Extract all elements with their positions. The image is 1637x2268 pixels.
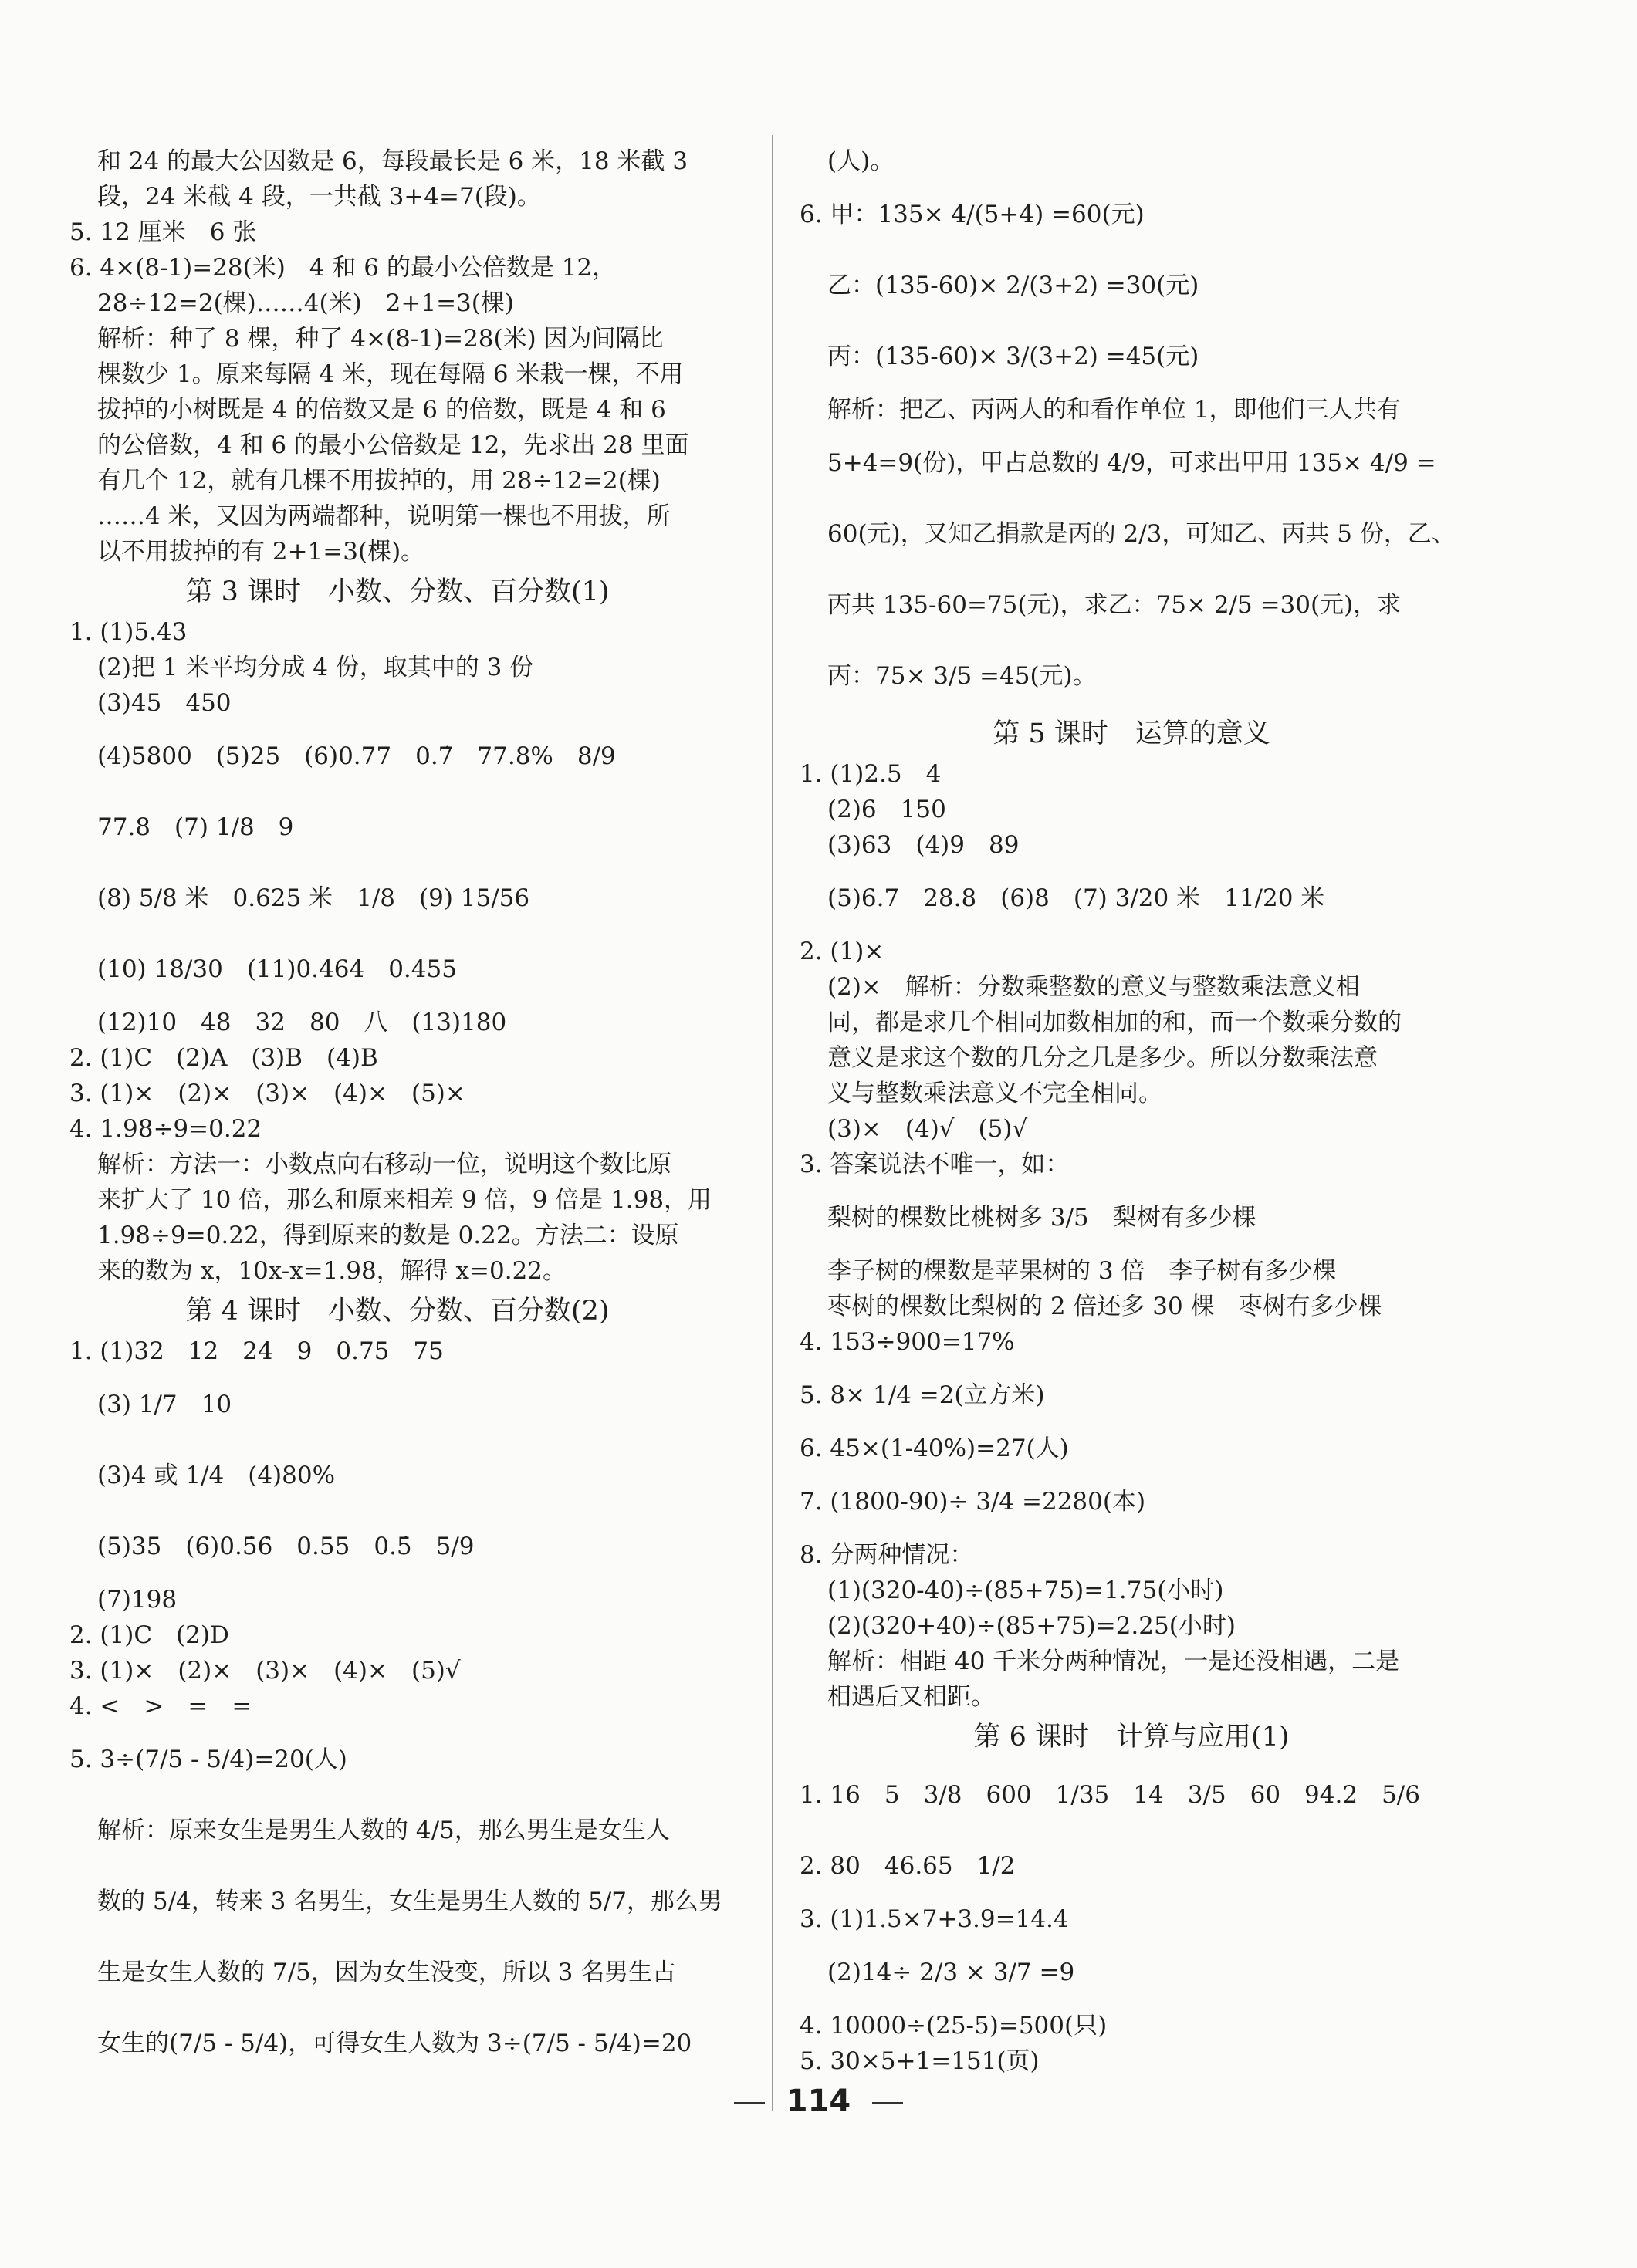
answer-line: 来的数为 x，10x-x=1.98，解得 x=0.22。 — [97, 1257, 567, 1285]
answer-line: 女生的(7/5 - 5/4)，可得女生人数为 3÷(7/5 - 5/4)=20 — [97, 2030, 692, 2057]
answer-line: (3)45 450 — [97, 689, 232, 717]
answer-line: ……4 米，又因为两端都种，说明第一棵也不用拔，所 — [97, 502, 671, 530]
left-column — [69, 144, 725, 2079]
answer-line: 来扩大了 10 倍，那么和原来相差 9 倍，9 倍是 1.98，用 — [97, 1186, 712, 1214]
answer-line: 数的 5/4，转来 3 名男生，女生是男生人数的 5/7，那么男 — [97, 1888, 722, 1915]
question-line: 5. 3÷(7/5 - 5/4)=20(人) — [69, 1746, 347, 1773]
question-line: 6. 甲：135× 4/(5+4) =60(元) — [800, 201, 1145, 228]
question-line: 3. (1)× (2)× (3)× (4)× (5)× — [69, 1080, 465, 1107]
question-line: 1. (1)32 12 24 9 0.75 75 — [69, 1337, 444, 1365]
answer-line: 60(元)，又知乙捐款是丙的 2/3，可知乙、丙共 5 份，乙、 — [827, 520, 1456, 548]
answer-line: 和 24 的最大公因数是 6，每段最长是 6 米，18 米截 3 — [97, 147, 688, 175]
right-column — [800, 144, 1463, 2079]
answer-line: 丙共 135-60=75(元)，求乙：75× 2/5 =30(元)，求 — [827, 591, 1402, 619]
answer-line: 5+4=9(份)，甲占总数的 4/9，可求出甲用 135× 4/9 = — [827, 449, 1436, 477]
question-line: 8. 分两种情况： — [800, 1541, 974, 1569]
answer-line: 生是女生人数的 7/5，因为女生没变，所以 3 名男生占 — [97, 1959, 677, 1986]
answer-line: 丙：75× 3/5 =45(元)。 — [827, 662, 1097, 690]
answer-line: 有几个 12，就有几棵不用拔掉的，用 28÷12=2(棵) — [97, 467, 661, 495]
answer-line: (8) 5/8 米 0.625 米 1/8 (9) 15/56 — [97, 884, 530, 912]
question-line: 6. 45×(1-40%)=27(人) — [800, 1435, 1069, 1462]
question-line: 3. (1)1.5×7+3.9=14.4 — [800, 1905, 1069, 1933]
answer-line: (4)5800 (5)25 (6)0.77 0.7̇ 77.8% 8/9 — [97, 742, 616, 770]
answer-line: 解析：种了 8 棵，种了 4×(8-1)=28(米) 因为间隔比 — [97, 325, 664, 353]
answer-line: 义与整数乘法意义不完全相同。 — [827, 1080, 1162, 1107]
question-line: 3. 答案说法不唯一，如： — [800, 1151, 1070, 1178]
question-line: 4. 10000÷(25-5)=500(只) — [800, 2012, 1108, 2040]
answer-line: (2)(320+40)÷(85+75)=2.25(小时) — [827, 1612, 1236, 1640]
question-line: 4. 153÷900=17% — [800, 1328, 1015, 1356]
answer-line: 解析：把乙、丙两人的和看作单位 1，即他们三人共有 — [827, 396, 1401, 424]
section-heading: 第 4 课时 小数、分数、百分数(2) — [185, 1296, 610, 1327]
answer-line: (1)(320-40)÷(85+75)=1.75(小时) — [827, 1577, 1224, 1604]
answer-line: 乙：(135-60)× 2/(3+2) =30(元) — [827, 272, 1199, 299]
answer-line: (5)35 (6)0.5̇6̇ 0.55 0.5̇ 5/9 — [97, 1533, 475, 1560]
answer-line: 梨树的棵数比桃树多 3/5 梨树有多少棵 — [827, 1204, 1256, 1232]
answer-line: (3)4 或 1/4 (4)80% — [97, 1462, 336, 1489]
answer-line: (2)14÷ 2/3 × 3/7 =9 — [827, 1959, 1075, 1986]
column-divider — [772, 135, 773, 2111]
answer-line: (10) 18/30 (11)0.464 0.455 — [97, 955, 457, 983]
answer-line: 28÷12=2(棵)……4(米) 2+1=3(棵) — [97, 289, 514, 317]
question-line: 2. 80 46.65 1/2 — [800, 1852, 1016, 1880]
answer-line: 解析：方法一：小数点向右移动一位，说明这个数比原 — [97, 1151, 671, 1178]
question-line: 7. (1800-90)÷ 3/4 =2280(本) — [800, 1488, 1146, 1516]
section-heading: 第 3 课时 小数、分数、百分数(1) — [185, 576, 610, 607]
answer-line: (3)63 (4)9 89 — [827, 831, 1020, 859]
answer-line: (3) 1/7 10 — [97, 1391, 232, 1418]
section-heading: 第 5 课时 运算的意义 — [993, 718, 1270, 749]
answer-line: 以不用拔掉的有 2+1=3(棵)。 — [97, 538, 425, 566]
page-number: 114 — [0, 2084, 1637, 2119]
question-line: 1. (1)5.43 — [69, 618, 188, 646]
answer-line: (2)6 150 — [827, 796, 946, 823]
question-line: 2. (1)C (2)A (3)B (4)B — [69, 1044, 378, 1072]
section-heading: 第 6 课时 计算与应用(1) — [973, 1722, 1290, 1753]
question-line: 1. 16 5 3/8 600 1/35 14 3/5 60 94.2 5/6 — [800, 1781, 1420, 1809]
answer-line: 李子树的棵数是苹果树的 3 倍 李子树有多少棵 — [827, 1257, 1337, 1285]
question-line: 2. (1)× — [800, 938, 884, 965]
question-line: 3. (1)× (2)× (3)× (4)× (5)√ — [69, 1657, 461, 1685]
answer-line: (2)把 1 米平均分成 4 份，取其中的 3 份 — [97, 654, 534, 681]
question-line: 4. 1.98÷9=0.22 — [69, 1115, 262, 1143]
answer-line: (12)10 48 32 80 八 (13)180 — [97, 1009, 507, 1036]
question-line: 1. (1)2.5 4 — [800, 760, 942, 788]
question-line: 5. 8× 1/4 =2(立方米) — [800, 1381, 1045, 1409]
answer-line: (人)。 — [827, 147, 895, 175]
question-line: 4. < > = = — [69, 1692, 252, 1720]
question-line: 2. (1)C (2)D — [69, 1621, 229, 1649]
answer-line: (3)× (4)√ (5)√ — [827, 1115, 1028, 1143]
answer-line: 的公倍数，4 和 6 的最小公倍数是 12，先求出 28 里面 — [97, 431, 689, 459]
answer-line: 解析：原来女生是男生人数的 4/5，那么男生是女生人 — [97, 1817, 670, 1844]
answer-line: 意义是求这个数的几分之几是多少。所以分数乘法意 — [827, 1044, 1378, 1072]
question-line: 5. 30×5+1=151(页) — [800, 2047, 1040, 2075]
question-line: 5. 12 厘米 6 张 — [69, 218, 257, 246]
answer-line: (2)× 解析：分数乘整数的意义与整数乘法意义相 — [827, 973, 1360, 1001]
answer-line: 1.98÷9=0.22，得到原来的数是 0.22。方法二：设原 — [97, 1222, 679, 1249]
question-line: 6. 4×(8-1)=28(米) 4 和 6 的最小公倍数是 12， — [69, 254, 617, 282]
answer-line: 77.8 (7) 1/8 9 — [97, 813, 294, 841]
answer-line: (5)6.7 28.8 (6)8 (7) 3/20 米 11/20 米 — [827, 884, 1325, 912]
answer-line: 枣树的棵数比梨树的 2 倍还多 30 棵 枣树有多少棵 — [827, 1293, 1382, 1320]
answer-line: (7)198 — [97, 1586, 178, 1614]
answer-line: 棵数少 1。原来每隔 4 米，现在每隔 6 米栽一棵，不用 — [97, 360, 684, 388]
answer-line: 解析：相距 40 千米分两种情况，一是还没相遇，二是 — [827, 1648, 1400, 1675]
answer-line: 同，都是求几个相同加数相加的和，而一个数乘分数的 — [827, 1009, 1402, 1036]
answer-line: 丙：(135-60)× 3/(3+2) =45(元) — [827, 343, 1199, 370]
answer-line: 段，24 米截 4 段，一共截 3+4=7(段)。 — [97, 183, 541, 211]
answer-line: 相遇后又相距。 — [827, 1683, 995, 1711]
answer-line: 拔掉的小树既是 4 的倍数又是 6 的倍数，既是 4 和 6 — [97, 396, 666, 424]
